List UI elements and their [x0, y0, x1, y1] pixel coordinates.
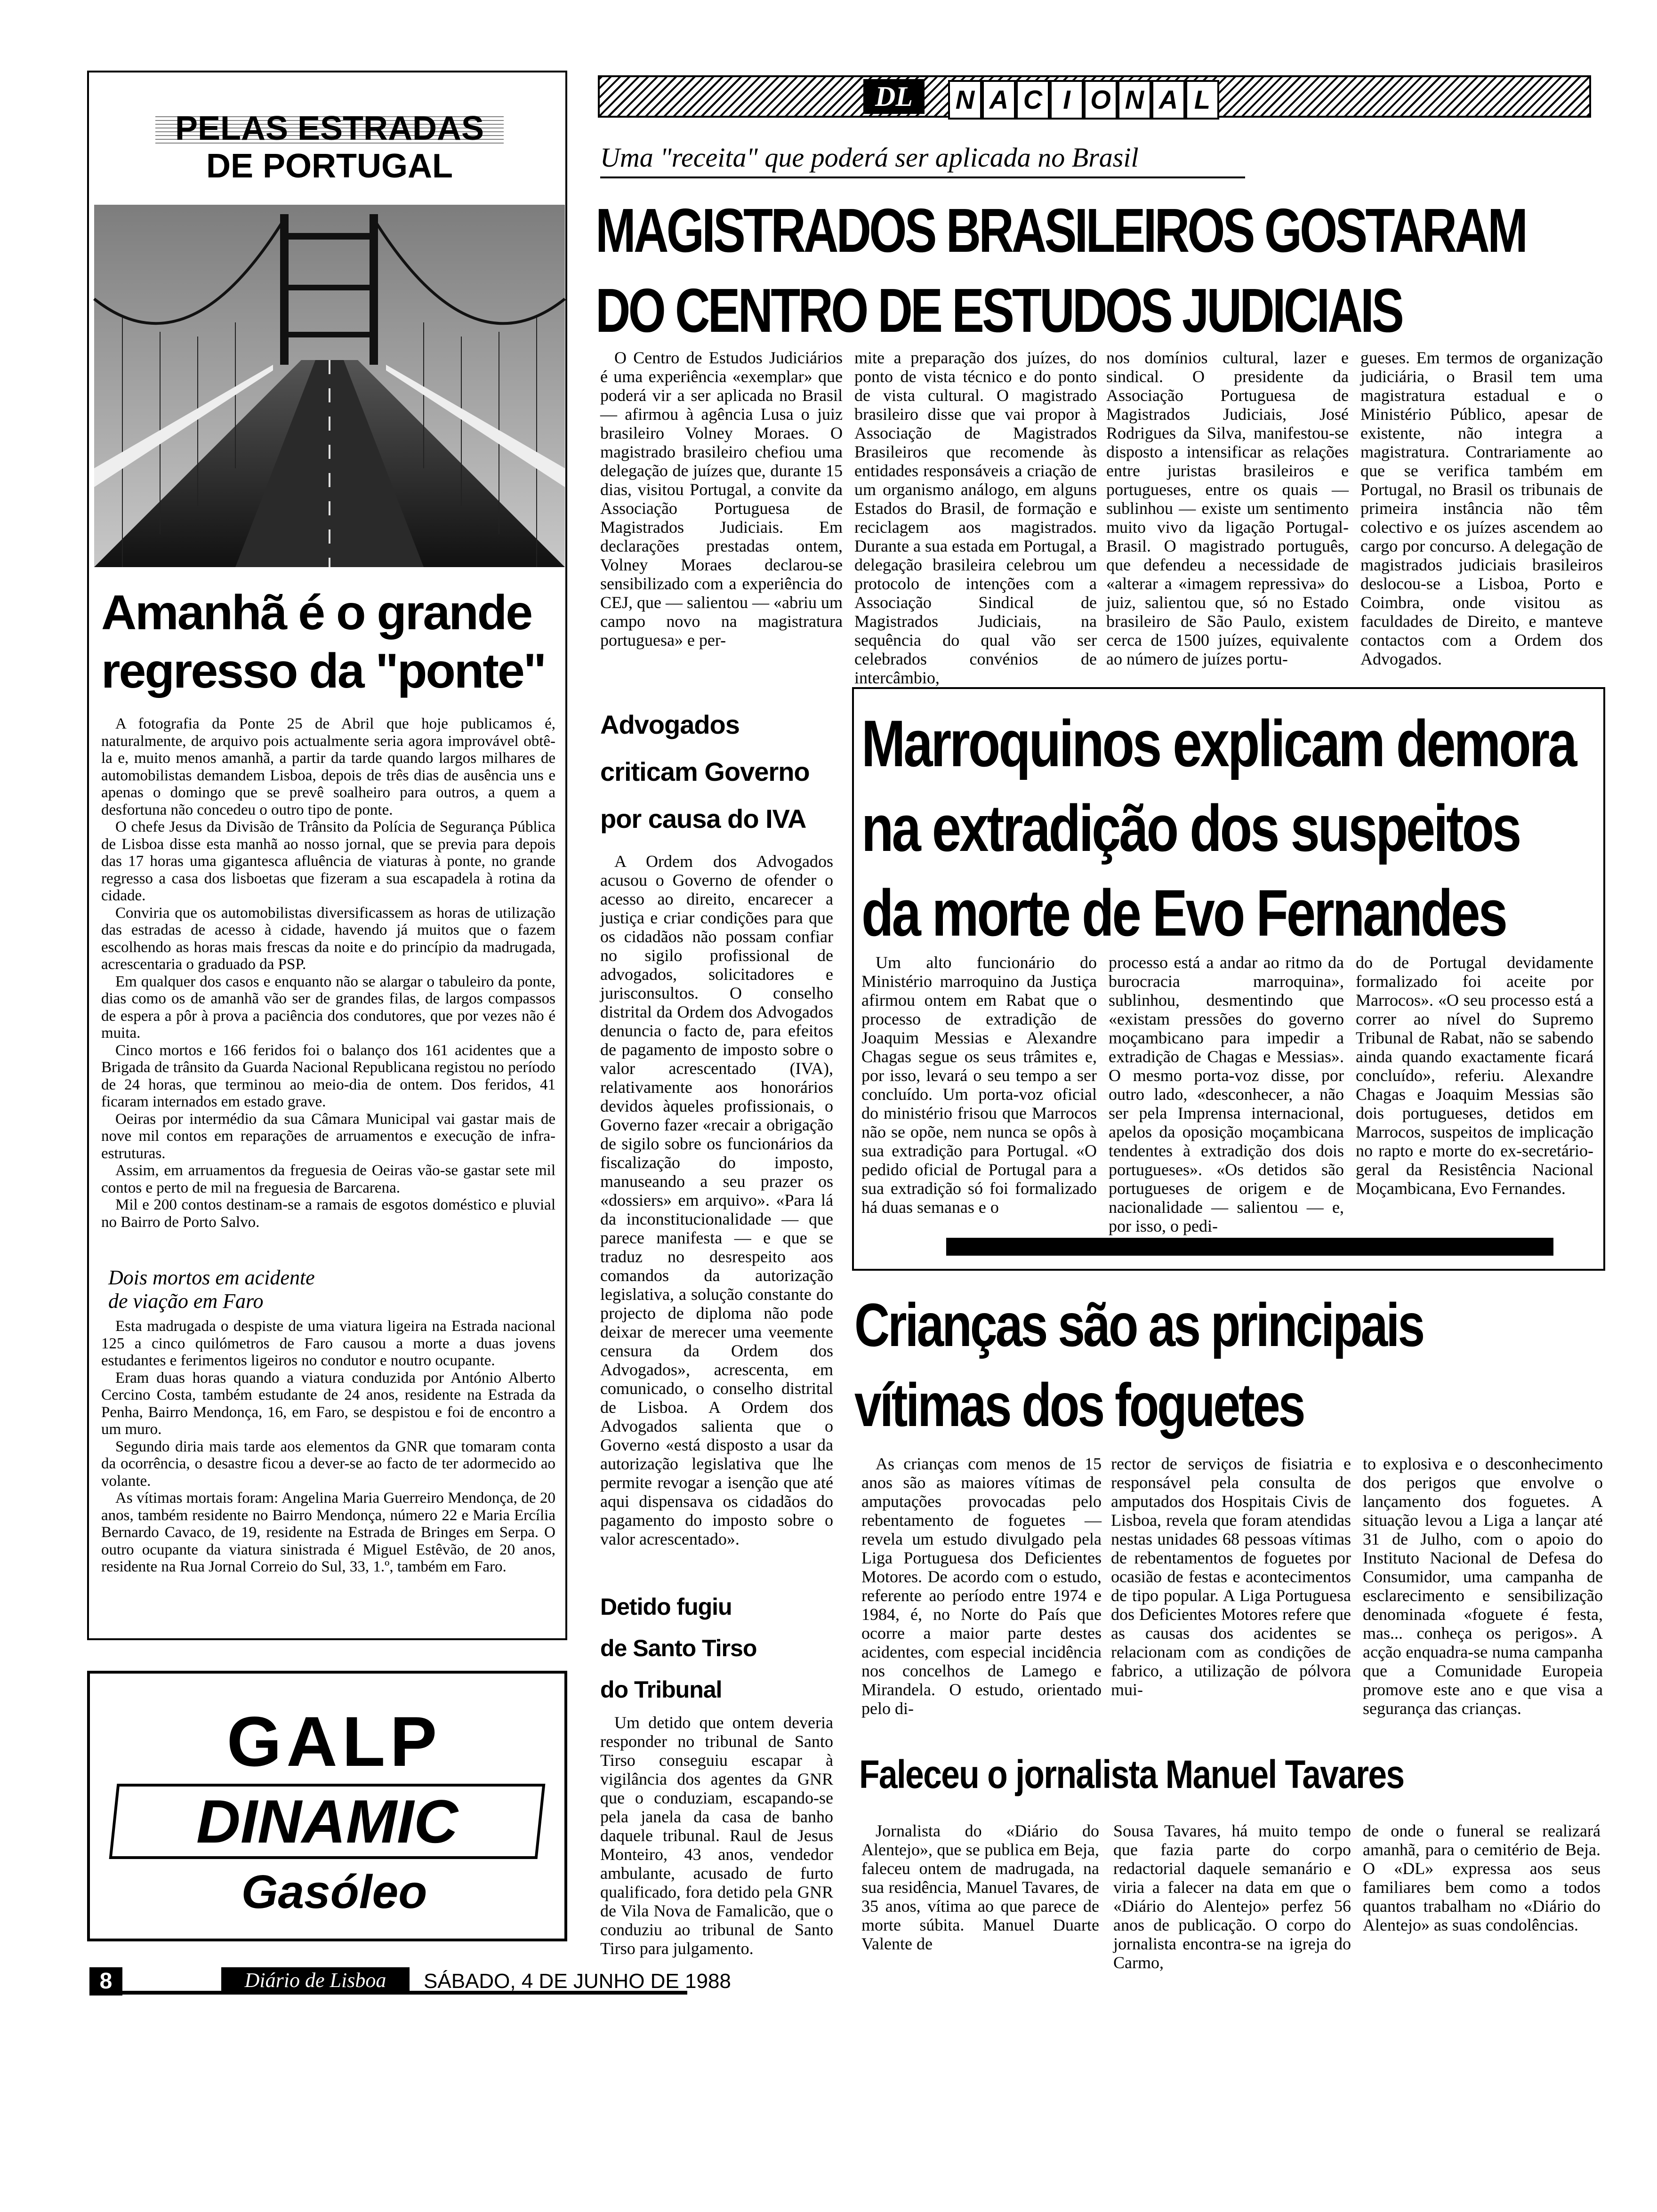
faleceu-headline: Faleceu o jornalista Manuel Tavares — [859, 1752, 1404, 1796]
paragraph: Mil e 200 contos destinam-se a ramais de esgotos doméstico e pluvial no Bairro de Porto Salvo. — [101, 1196, 555, 1231]
paragraph: Cinco mortos e 166 feridos foi o balanço dos 161 acidentes que a Brigada de trânsito da Guarda Nacional Republicana registou no período de 24 horas, que terminou ao meio-dia de ontem. Dos feridos, 41 ficaram internados em estado grave. — [101, 1042, 555, 1110]
estradas-body — [101, 715, 555, 1264]
faleceu-col-3: de onde o funeral se realizará amanhã, para o cemitério de Beja. O «DL» expressa aos seus familiares bem como a todos quantos trabalham no «Diário do Alentejo» as suas condolências. — [1363, 1821, 1601, 1934]
paragraph: As vítimas mortais foram: Angelina Maria Guerreiro Mendonça, de 20 anos, também residente no Bairro Mendonça, número 22 e Maria Ercília Bernardo Cavaco, de 19, residente na Estrada de Bringes em Serpa. O outro ocupante da viatura sinistrada é Miguel Estêvão, de 20 anos, residente na Rua Jornal Correio do Sul, 33, 1.º, também em Faro. — [101, 1490, 555, 1575]
magistrados-col-1: O Centro de Estudos Judiciários é uma experiência «exemplar» que poderá vir a ser aplicada no Brasil — afirmou à agência Lusa o juiz brasileiro Volney Moraes. O magistrado brasileiro chefiou uma delegação de juízes que, durante 15 dias, visitou Portugal, a convite da Associação Portuguesa de Magistrados Judiciais. Em declarações prestadas ontem, Volney Moraes declarou-se sensibilizado com a experiência do CEJ, que — salientou — «abriu um campo novo na magistratura portuguesa» e per- — [600, 348, 843, 649]
faleceu-col-1: Jornalista do «Diário do Alentejo», que se publica em Beja, faleceu ontem de madrugada, na sua residência, Manuel Tavares, de 35 anos, vítima ao que parece de morte súbita. Manuel Duarte Valente de — [861, 1821, 1099, 1953]
galp-fuel: Gasóleo — [241, 1866, 427, 1918]
paragraph: O chefe Jesus da Divisão de Trânsito da Polícia de Segurança Pública de Lisboa disse esta manhã ao nosso jornal, que se previa para depois das 17 horas uma gigantesca afluência de viaturas à ponte, no grande regresso a casa dos lisboetas que fizeram a sua escapadela à rotina da cidade. — [101, 818, 555, 904]
section-letter: A — [982, 80, 1016, 120]
faro-subhead-line-2: de viação em Faro — [108, 1290, 264, 1313]
marroquinos-black-bar — [946, 1238, 1553, 1256]
bridge-photo — [94, 205, 565, 567]
marroquinos-col-1: Um alto funcionário do Ministério marroquino da Justiça afirmou ontem em Rabat que o processo de extradição de Joaquim Messias e Alexandre Chagas segue os seus trâmites e, por isso, levará o seu tempo a ser concluído. Um porta-voz oficial do ministério frisou que Marrocos não se opõe, nem nunca se opôs à sua extradição para Portugal. «O pedido oficial de Portugal para a sua extradição só foi formalizado há duas semanas e o — [861, 953, 1097, 1217]
detido-headline — [600, 1586, 836, 1710]
faleceu-col-2: Sousa Tavares, há muito tempo que fazia parte do corpo redactorial daquele semanário e viria a falecer na data em que o «Diário do Alentejo» perfez 56 anos de publicação. O corpo do jornalista encontra-se na igreja do Carmo, — [1113, 1821, 1351, 1972]
criancas-headline-line-2: vítimas dos foguetes — [854, 1370, 1304, 1439]
advogados-headline-line-3: por causa do IVA — [600, 804, 806, 834]
section-letter: C — [1016, 80, 1050, 120]
estradas-headline — [101, 584, 563, 700]
section-letter: N — [948, 80, 982, 120]
estradas-headline-line-1: Amanhã é o grande — [101, 585, 532, 640]
paragraph: Conviria que os automobilistas diversificassem as horas de utilização das estradas de acesso à cidade, havendo já muitos que o fazem escolhendo as horas mais frescas da noite e do princípio da madrugada, acrescentaria o graduado da PSP. — [101, 904, 555, 973]
paragraph: Em qualquer dos casos e enquanto não se alargar o tabuleiro da ponte, dias como os de amanhã vão ser de grandes filas, de largos compassos de espera a pôr à prova a paciência dos condutores, que por vezes não é muita. — [101, 973, 555, 1042]
section-letter: O — [1084, 80, 1118, 120]
faro-subhead-line-1: Dois mortos em acidente — [108, 1266, 315, 1289]
footer-date: SÁBADO, 4 DE JUNHO DE 1988 — [424, 1970, 731, 1993]
magistrados-headline-line-1: MAGISTRADOS BRASILEIROS GOSTARAM — [595, 196, 1526, 265]
marroquinos-headline — [861, 701, 1577, 955]
magistrados-kicker: Uma "receita" que poderá ser aplicada no Brasil — [600, 142, 1139, 173]
paragraph: Segundo diria mais tarde aos elementos da GNR que tomaram conta da ocorrência, o desastre ficou a dever-se ao facto de ter adormecido ao volante. — [101, 1438, 555, 1490]
magistrados-col-4: gueses. Em termos de organização judiciária, o Brasil tem uma magistratura estadual e o Ministério Público, apesar de existente, não integra a magistratura. Contrariamente ao que se verifica também em Portugal, no Brasil os tribunais de primeira instância não têm colectivo e os juízes ascendem ao cargo por concurso. A delegação de magistrados judiciais brasileiros deslocou-se a Lisboa, Porto e Coimbra, onde visitou as faculdades de Direito, e manteve contactos com a Ordem dos Advogados. — [1360, 348, 1603, 668]
paragraph: Assim, em arruamentos da freguesia de Oeiras vão-se gastar sete mil contos e perto de mil na freguesia de Barcarena. — [101, 1162, 555, 1196]
marroquinos-headline-line-3: da morte de Evo Fernandes — [861, 876, 1506, 950]
section-letter: I — [1050, 80, 1084, 120]
footer-masthead: Diário de Lisboa — [221, 1967, 410, 1994]
estradas-headline-line-2: regresso da "ponte" — [101, 644, 546, 698]
advogados-headline — [600, 701, 836, 842]
estradas-logo-line-2: DE PORTUGAL — [206, 147, 453, 185]
estradas-logo — [155, 96, 504, 195]
advogados-body: A Ordem dos Advogados acusou o Governo de ofender o acesso ao direito, encarecer a justiça e criar condições para que os cidadãos não possam confiar no sigilo profissional de advogados, solicitadores e jurisconsultos. O conselho distrital da Ordem dos Advogados denuncia o facto de, para efeitos de pagamento de imposto sobre o valor acrescentado (IVA), relativamente aos honorários devidos àqueles profissionais, o Governo fazer «recair a obrigação de sigilo sobre os funcionários da fiscalização do imposto, manuseando a seu prazer os «dossiers» em arquivo». «Para lá da inconstitucionalidade — que parece manifesta — e que se traduz no desrespeito aos comandos da autorização legislativa, a solução constante do projecto de diploma não pode deixar de merecer uma veemente censura da Ordem dos Advogados», acrescenta, em comunicado, o conselho distrital de Lisboa. A Ordem dos Advogados salienta que o Governo «está disposto a usar da autorização legislativa que lhe permite revogar a isenção que até aqui dispensava os cidadãos do pagamento do imposto sobre o valor acrescentado». — [600, 852, 833, 1548]
advogados-headline-line-1: Advogados — [600, 710, 740, 739]
criancas-col-1: As crianças com menos de 15 anos são as maiores vítimas de amputações provocadas pelo rebentamento de foguetes — revela um estudo divulgado pela Liga Portuguesa dos Deficientes Motores. De acordo com o estudo, referente ao período entre 1974 e 1984, é, no Norte do País que ocorre a maior parte destes acidentes, com especial incidência nos concelhos de Lamego e Mirandela. O estudo, orientado pelo di- — [861, 1454, 1102, 1718]
criancas-headline — [854, 1285, 1570, 1445]
faro-body — [101, 1318, 555, 1631]
marroquinos-col-2: processo está a andar ao ritmo da burocracia marroquina», sublinhou, desmentindo que «existam pressões do governo moçambicano para impedir a extradição de Chagas e Messias». O mesmo porta-voz disse, por outro lado, «desconhecer, a não ser pela Imprensa internacional, apelos da oposição moçambicana tendentes à extradição dos dois portugueses». «Os detidos são portugueses de origem e de nacionalidade — salientou — e, por isso, o pedi- — [1109, 953, 1344, 1235]
marroquinos-col-3: do de Portugal devidamente formalizado foi aceite por Marrocos». «O seu processo está a correr ao nível do Supremo Tribunal de Rabat, não se sabendo ainda quando exactamente ficará concluído», referiu. Alexandre Chagas e Joaquim Messias são dois portugueses, detidos em Marrocos, suspeitos de implicação no rapto e morte do ex-secretário-geral da Resistência Nacional Moçambicana, Evo Fernandes. — [1356, 953, 1593, 1198]
paragraph: A fotografia da Ponte 25 de Abril que hoje publicamos é, naturalmente, de arquivo pois actualmente seria agora improvável obtê-la e, muito menos amanhã, a partir da tarde quando largos milhares de automobilistas demandem Lisboa, depois de três dias de ausência uns e apenas o domingo que se prevê soalheiro para outros, a quem a desfortuna não concedeu o outro tipo de ponte. — [101, 715, 555, 818]
marroquinos-headline-line-2: na extradição dos suspeitos — [861, 791, 1520, 865]
section-letter: A — [1151, 80, 1185, 120]
magistrados-headline-line-2: DO CENTRO DE ESTUDOS JUDICIAIS — [595, 276, 1402, 345]
section-strip — [598, 75, 1591, 118]
magistrados-headline — [595, 191, 1526, 351]
criancas-headline-line-1: Crianças são as principais — [854, 1290, 1424, 1359]
estradas-logo-line-1: PELAS ESTRADAS — [175, 110, 484, 147]
magistrados-kicker-rule — [600, 176, 1245, 178]
paragraph: Oeiras por intermédio da sua Câmara Municipal vai gastar mais de nove mil contos em reparações de arruamentos e execução de infra-estruturas. — [101, 1110, 555, 1162]
page-number: 8 — [89, 1967, 122, 1996]
faro-subhead — [108, 1266, 551, 1313]
paragraph: Esta madrugada o despiste de uma viatura ligeira na Estrada nacional 125 a cinco quilómetros de Faro causou a morte a duas jovens estudantes e ferimentos ligeiros no condutor e noutro ocupante. — [101, 1318, 555, 1369]
dl-logo: DL — [863, 79, 925, 114]
section-letter: L — [1185, 80, 1219, 120]
detido-body: Um detido que ontem deveria responder no tribunal de Santo Tirso conseguiu escapar à vigilância dos agentes da GNR que o conduziam, escapando-se pela janela da casa de banho daquele tribunal. Raul de Jesus Monteiro, 43 anos, vendedor ambulante, acusado de furto qualificado, fora detido pela GNR de Vila Nova de Famalicão, que o conduziu ao tribunal de Santo Tirso para julgamento. — [600, 1713, 833, 1958]
section-letter: N — [1118, 80, 1151, 120]
marroquinos-headline-line-1: Marroquinos explicam demora — [861, 706, 1576, 780]
galp-product: DINAMIC — [196, 1787, 458, 1856]
advogados-headline-line-2: criticam Governo — [600, 757, 810, 786]
criancas-col-3: to explosiva e o desconhecimento dos perigos que envolve o lançamento dos foguetes. A situação levou a Liga a lançar até 31 de Julho, com o apoio do Instituto Nacional de Defesa do Consumidor, uma campanha de esclarecimento e sensibilização denominada «foguete é festa, mas... conheça os perigos». A acção enquadra-se numa campanha que a Comunidade Europeia promove este ano e que visa a segurança das crianças. — [1363, 1454, 1603, 1718]
detido-headline-line-1: Detido fugiu — [600, 1594, 732, 1620]
paragraph: Eram duas horas quando a viatura conduzida por António Alberto Cercino Costa, também estudante de 24 anos, residente na Estrada da Penha, Bairro Mendonça, 16, em Faro, se despistou e foi de encontro a um muro. — [101, 1369, 555, 1438]
criancas-col-2: rector de serviços de fisiatria e responsável pela consulta de amputados dos Hospitais Civis de Lisboa, revela que foram atendidas nestas unidades 68 pessoas vítimas de rebentamentos de foguetes por ocasião de festas e acontecimentos de tipo popular. A Liga Portuguesa dos Deficientes Motores refere que as causas dos acidentes se relacionam com as condições de fabrico, a utilização de pólvora mui- — [1111, 1454, 1351, 1699]
magistrados-col-2: mite a preparação dos juízes, do ponto de vista técnico e do ponto de vista cultural. O magistrado brasileiro disse que vai propor à Associação de Magistrados Brasileiros que recomende às entidades responsáveis a criação de um organismo análogo, em alguns Estados do Brasil, de formação e reciclagem aos magistrados. Durante a sua estada em Portugal, a delegação brasileira celebrou um protocolo de intenções com a Associação Sindical de Magistrados Judiciais, na sequência do qual vão ser celebrados convénios de intercâmbio, — [854, 348, 1097, 687]
galp-brand: GALP — [226, 1702, 442, 1781]
magistrados-col-3: nos domínios cultural, lazer e sindical. O presidente da Associação Portuguesa de Magistrados Judiciais, José Rodrigues da Silva, manifestou-se disposto a intensificar as relações entre juristas brasileiros e portugueses, entre os quais — sublinhou — existe um sentimento muito vivo da ligação Portugal-Brasil. O magistrado português, que defendeu a necessidade de «alterar a «imagem repressiva» do juiz, salientou que, só no Estado brasileiro de São Paulo, existem cerca de 1500 juízes, equivalente ao número de juízes portu- — [1106, 348, 1349, 668]
detido-headline-line-3: do Tribunal — [600, 1676, 722, 1703]
detido-headline-line-2: de Santo Tirso — [600, 1635, 757, 1661]
